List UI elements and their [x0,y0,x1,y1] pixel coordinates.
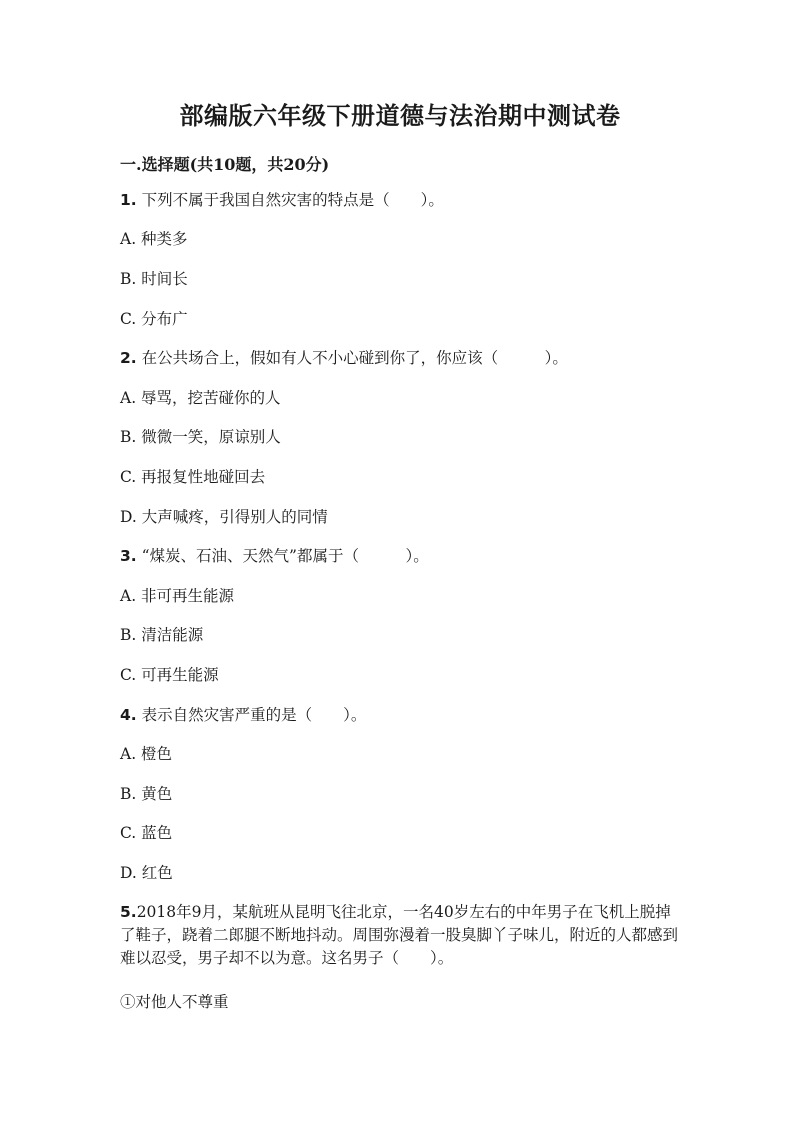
option-2c: C. 再报复性地碰回去 [120,468,266,486]
option-2b: B. 微微一笑，原谅别人 [120,428,281,446]
question-text: 2018年9月，某航班从昆明飞往北京，一名40岁左右的中年男子在飞机上脱掉了鞋子，跷着二郎腿不断地抖动。周围弥漫着一股臭脚丫子味儿，附近的人都感到难以忍受，男子却不以为意。这名男子（ ）。 [120,903,679,967]
option-3c: C. 可再生能源 [120,666,219,684]
question-number: 5. [120,903,137,921]
question-number: 3. [120,547,137,565]
option-4d: D. 红色 [120,864,173,882]
question-number: 2. [120,349,137,367]
option-3a: A. 非可再生能源 [120,587,235,605]
option-1c: C. 分布广 [120,310,188,328]
option-4c: C. 蓝色 [120,824,173,842]
option-4b: B. 黄色 [120,785,173,803]
question-5 [120,901,685,970]
question-number: 1. [120,191,137,209]
question-4 [120,703,366,727]
option-3b: B. 清洁能源 [120,626,204,644]
question-2 [120,346,568,370]
option-5-1: ①对他人不尊重 [120,993,229,1011]
question-text: 下列不属于我国自然灾害的特点是（ ）。 [141,191,444,209]
page-title: 部编版六年级下册道德与法治期中测试卷 [179,101,621,130]
option-1a: A. 种类多 [120,230,188,248]
section-heading: 一.选择题(共10题，共20分) [120,155,330,174]
question-number: 4. [120,706,137,724]
question-text: “煤炭、石油、天然气”都属于（ ）。 [141,547,429,565]
option-2d: D. 大声喊疼，引得别人的同情 [120,508,328,526]
option-4a: A. 橙色 [120,745,173,763]
question-text: 表示自然灾害严重的是（ ）。 [141,706,367,724]
option-2a: A. 辱骂，挖苦碰你的人 [120,389,281,407]
question-3 [120,544,429,568]
question-1 [120,188,444,212]
question-text: 在公共场合上，假如有人不小心碰到你了，你应该（ ）。 [141,349,568,367]
option-1b: B. 时间长 [120,270,188,288]
